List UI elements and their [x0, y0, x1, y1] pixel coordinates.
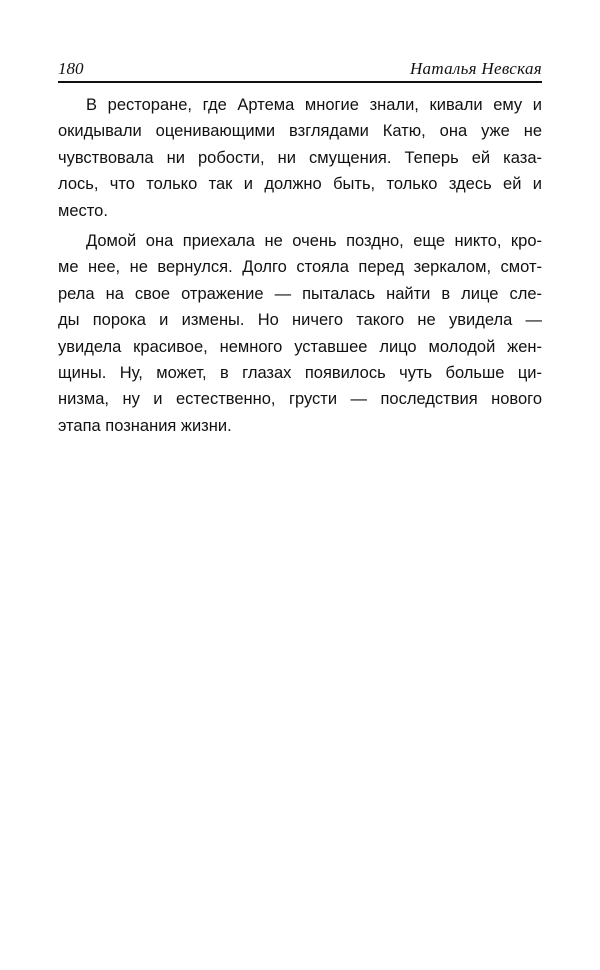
text-line: этапа познания жизни. — [58, 416, 232, 435]
running-head-author: Наталья Невская — [409, 59, 542, 78]
text-line: Домой она приехала не очень поздно, еще никто, кро- — [86, 232, 542, 251]
text-line: место. — [58, 201, 108, 220]
page-number: 180 — [58, 59, 84, 78]
text-line: лось, что только так и должно быть, только здесь ей и — [58, 175, 542, 194]
text-line: ды порока и измены. Но ничего такого не увидела — — [58, 311, 542, 330]
text-line: увидела красивое, немного уставшее лицо молодой жен- — [58, 337, 542, 356]
text-line: рела на свое отражение — пыталась найти в лице сле- — [58, 284, 542, 303]
text-line: низма, ну и естественно, грусти — последствия нового — [58, 390, 542, 409]
header-rule — [58, 81, 542, 83]
paragraph-2 — [58, 228, 542, 439]
text-line: окидывали оценивающими взглядами Катю, она уже не — [58, 122, 542, 141]
text-line: ме нее, не вернулся. Долго стояла перед зеркалом, смот- — [58, 258, 542, 277]
text-line: чувствовала ни робости, ни смущения. Теперь ей каза- — [58, 148, 542, 167]
body-text — [58, 92, 542, 439]
paragraph-1 — [58, 92, 542, 224]
text-line: В ресторане, где Артема многие знали, кивали ему и — [86, 96, 542, 114]
text-line: щины. Ну, может, в глазах появилось чуть больше ци- — [58, 364, 542, 383]
running-head — [58, 58, 542, 82]
